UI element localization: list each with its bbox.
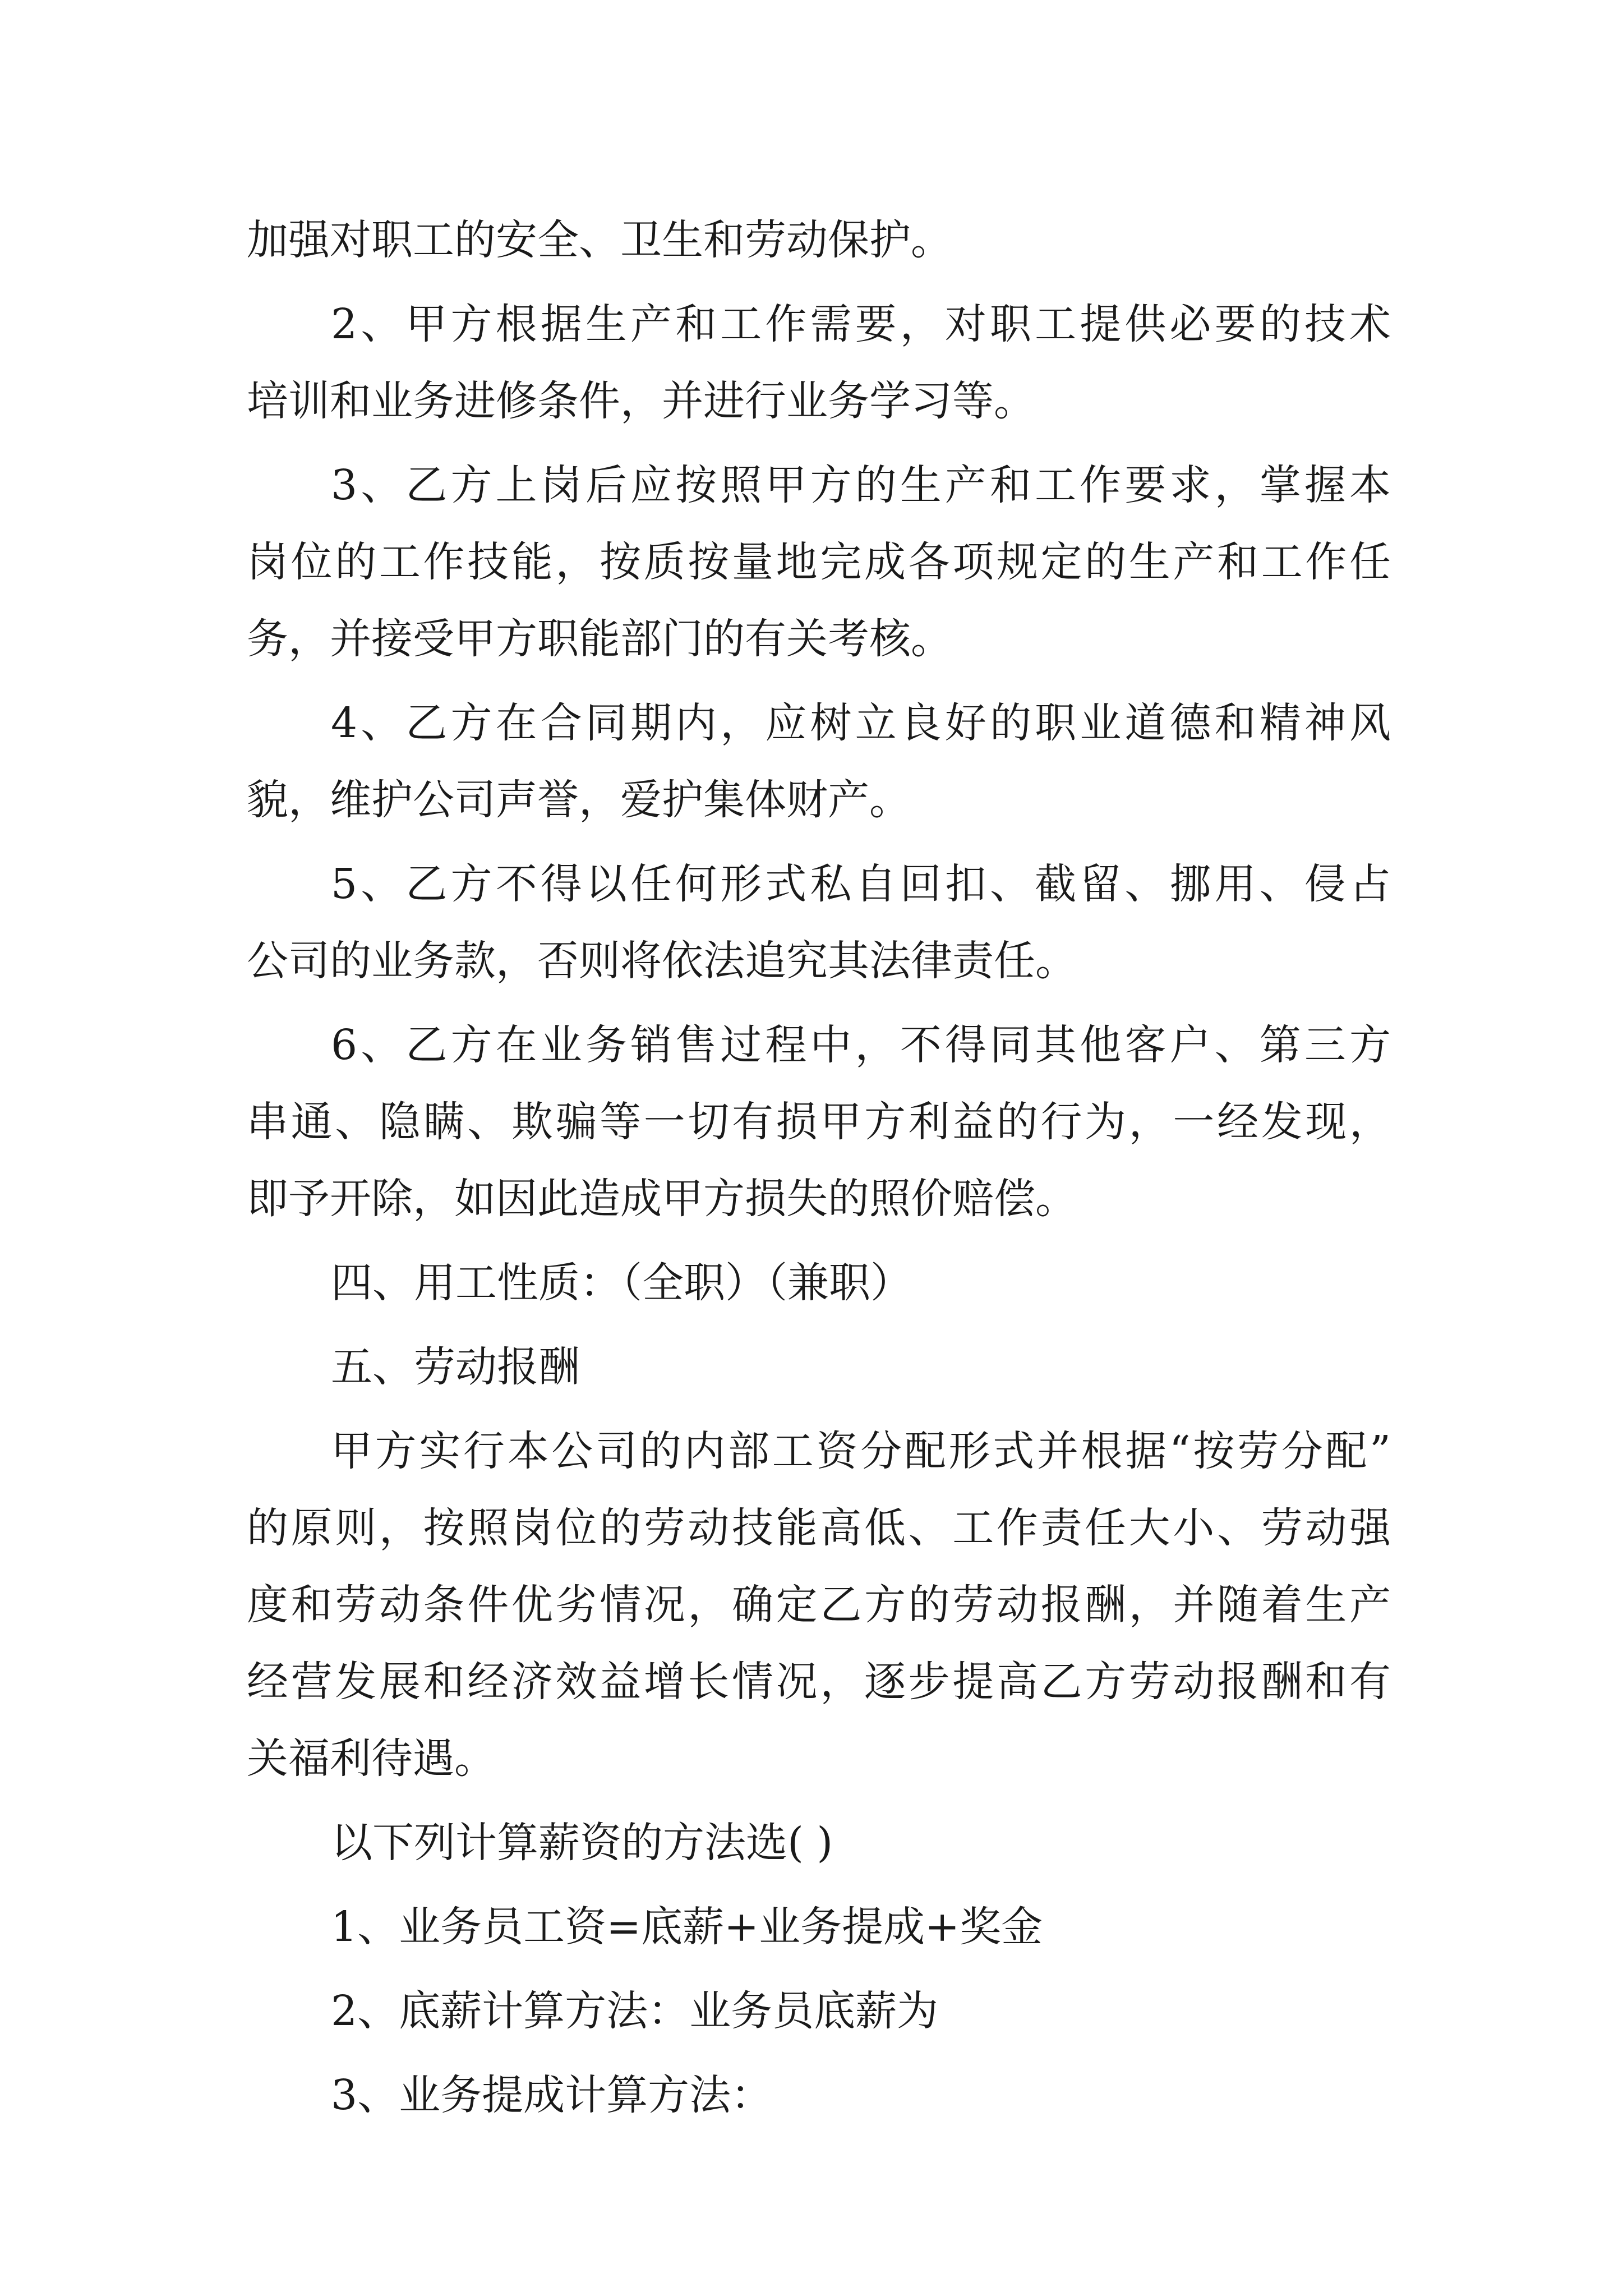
paragraph-line: 关福利待遇。 [247,1734,496,1783]
paragraph-line: 5、乙方不得以任何形式私自回扣、截留、挪用、侵占 [331,860,1391,908]
paragraph-line: 公司的业务款，否则将依法追究其法律责任。 [247,937,1077,985]
paragraph-line: 甲方实行本公司的内部工资分配形式并根据“按劳分配” [331,1427,1391,1475]
paragraph-line: 培训和业务进修条件，并进行业务学习等。 [247,377,1035,425]
paragraph-line: 务，并接受甲方职能部门的有关考核。 [247,615,952,663]
paragraph-line: 即予开除，如因此造成甲方损失的照价赔偿。 [247,1175,1077,1223]
paragraph-line: 6、乙方在业务销售过程中，不得同其他客户、第三方 [331,1021,1391,1069]
section-heading: 四、用工性质：（全职）（兼职） [331,1259,912,1307]
list-item: 2、底薪计算方法：业务员底薪为 [331,1987,939,2035]
paragraph-line: 4、乙方在合同期内，应树立良好的职业道德和精神风 [331,699,1391,747]
list-item: 3、业务提成计算方法： [331,2071,773,2119]
paragraph-line: 串通、隐瞒、欺骗等一切有损甲方利益的行为，一经发现， [247,1098,1391,1146]
paragraph-line: 以下列计算薪资的方法选( ) [331,1819,833,1867]
section-heading: 五、劳动报酬 [331,1343,580,1391]
paragraph-line: 2、甲方根据生产和工作需要，对职工提供必要的技术 [331,300,1391,348]
paragraph-line: 经营发展和经济效益增长情况，逐步提高乙方劳动报酬和有 [247,1658,1391,1706]
document-body [247,202,1391,2134]
paragraph-line: 的原则，按照岗位的劳动技能高低、工作责任大小、劳动强 [247,1504,1391,1552]
paragraph-line: 貌，维护公司声誉，爱护集体财产。 [247,776,911,824]
paragraph-line: 度和劳动条件优劣情况，确定乙方的劳动报酬，并随着生产 [247,1581,1391,1629]
paragraph-line: 3、乙方上岗后应按照甲方的生产和工作要求，掌握本 [331,461,1391,509]
paragraph-line: 岗位的工作技能，按质按量地完成各项规定的生产和工作任 [247,538,1391,586]
paragraph-line: 加强对职工的安全、卫生和劳动保护。 [247,216,952,264]
list-item: 1、业务员工资=底薪+业务提成+奖金 [331,1903,1043,1951]
